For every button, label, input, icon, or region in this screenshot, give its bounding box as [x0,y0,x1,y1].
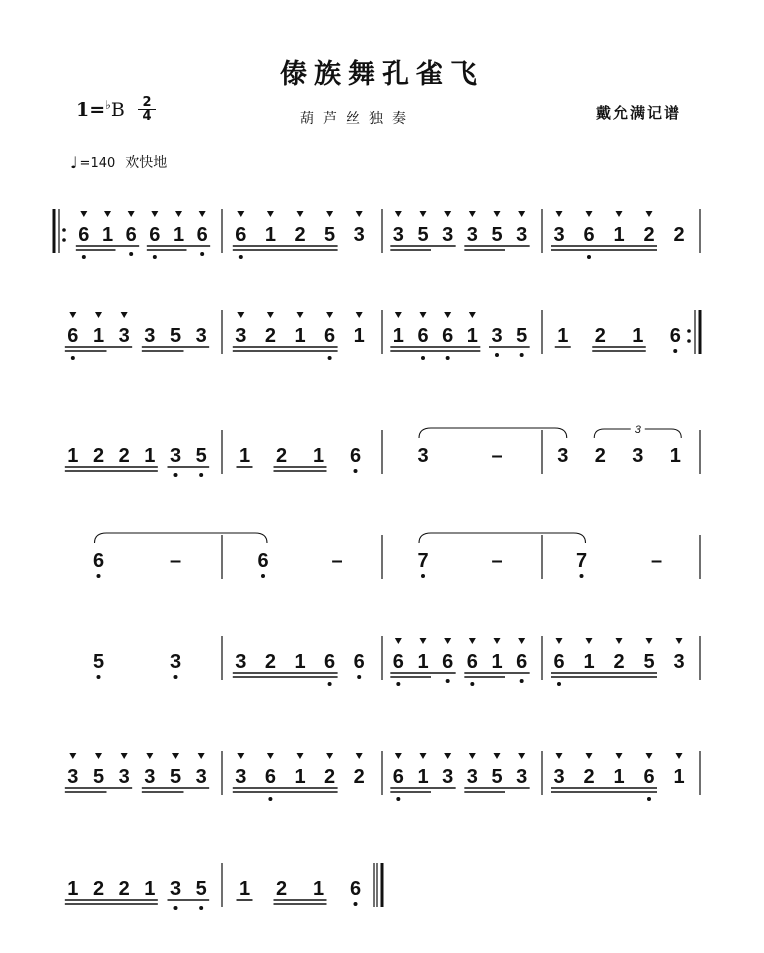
sustain-dash: – [491,550,503,572]
note: 1 [491,651,503,673]
repeat-dot [687,339,691,343]
staccato-mark [198,753,205,759]
sustain-dash: – [491,445,503,467]
note: 3 [491,325,503,347]
note: 1 [101,224,114,246]
staccato-mark [420,638,427,644]
staccato-mark [494,753,501,759]
subtitle: 葫芦丝独奏 [300,111,415,127]
lower-octave-dot [396,797,400,801]
note: 3 [169,445,182,467]
note: 1 [294,325,306,347]
staccato-mark [556,753,563,759]
lower-octave-dot [328,682,332,686]
staccato-mark [676,753,683,759]
lower-octave-dot [357,675,361,679]
note: 6 [553,651,565,673]
lower-octave-dot [495,353,499,357]
note: 3 [442,224,454,246]
note: 1 [144,878,156,900]
staccato-mark [267,753,274,759]
tempo-bpm: =140 [79,156,116,171]
lower-octave-dot [82,255,86,259]
note: 2 [594,445,606,467]
note: 6 [583,224,595,246]
note: 1 [613,224,625,246]
note: 2 [594,325,606,347]
staccato-mark [356,312,363,318]
note: 6 [149,224,161,246]
note: 6 [257,550,269,572]
lower-octave-dot [71,356,75,360]
note: 2 [118,445,130,467]
staccato-mark [356,753,363,759]
note: 3 [195,325,207,347]
sustain-dash: – [331,550,343,572]
note: 3 [392,224,404,246]
score-title: 傣族舞孔雀飞 [280,59,484,90]
staccato-mark [267,312,274,318]
sustain-dash: – [650,550,663,572]
staccato-mark [420,211,427,217]
staccato-mark [469,312,476,318]
note: 6 [516,651,528,673]
note: 3 [516,224,528,246]
lower-octave-dot [354,469,358,473]
note: 5 [169,766,182,788]
note: 3 [169,878,182,900]
lower-octave-dot [354,902,358,906]
lower-octave-dot [97,675,101,679]
repeat-dot [62,238,66,242]
staccato-mark [586,638,593,644]
key-note: B [110,99,125,121]
note: 3 [516,766,528,788]
lower-octave-dot [199,906,203,910]
note: 2 [92,878,105,900]
note: 1 [669,445,681,467]
note: 3 [442,766,454,788]
note: 3 [118,325,130,347]
note: 6 [349,878,362,900]
staccato-mark [518,211,525,217]
note: 6 [442,325,454,347]
staccato-mark [395,753,402,759]
note: 6 [324,325,336,347]
note: 1 [613,766,625,788]
note: 6 [264,766,276,788]
staccato-mark [69,312,76,318]
staccato-mark [556,638,563,644]
note: 3 [118,766,130,788]
lower-octave-dot [199,473,203,477]
note: 5 [491,224,503,246]
note: 5 [516,325,528,347]
note: 2 [264,325,276,347]
note: 3 [353,224,365,246]
staccato-mark [69,753,76,759]
staccato-mark [267,211,274,217]
staccato-mark [146,753,153,759]
note: 2 [294,224,306,246]
note: 1 [392,325,404,347]
note: 6 [196,224,208,246]
staccato-mark [121,753,128,759]
note: 2 [643,224,655,246]
staccato-mark [676,638,683,644]
staccato-mark [469,211,476,217]
note: 3 [417,445,429,467]
staccato-mark [616,638,623,644]
note: 2 [583,766,595,788]
note: 5 [169,325,182,347]
staccato-mark [95,753,102,759]
lower-octave-dot [174,675,178,679]
staccato-mark [469,638,476,644]
note: 1 [264,224,276,246]
staccato-mark [444,753,451,759]
staccato-mark [586,211,593,217]
note: 1 [557,325,569,347]
note: 5 [92,651,105,673]
note: 3 [553,224,565,246]
note: 6 [78,224,90,246]
staccato-mark [395,638,402,644]
note: 6 [353,651,365,673]
note: 6 [349,445,362,467]
staccato-mark [616,211,623,217]
tuplet-bracket [594,429,631,438]
lower-octave-dot [647,797,651,801]
staccato-mark [556,211,563,217]
staccato-mark [326,211,333,217]
note: 1 [353,325,365,347]
lower-octave-dot [421,574,425,578]
lower-octave-dot [268,797,272,801]
tie-slur [419,533,586,543]
note: 1 [238,445,251,467]
lower-octave-dot [470,682,474,686]
note: 1 [312,445,325,467]
staccato-mark [518,638,525,644]
note: 5 [195,878,207,900]
note: 3 [466,766,478,788]
note: 2 [353,766,365,788]
note: 1 [144,445,156,467]
lower-octave-dot [520,353,524,357]
staccato-mark [420,312,427,318]
staccato-mark [175,211,182,217]
note: 3 [466,224,478,246]
note: 6 [324,651,336,673]
note: 1 [312,878,325,900]
lower-octave-dot [328,356,332,360]
note: 5 [324,224,336,246]
note: 7 [575,550,588,572]
expression-marking: 欢快地 [125,155,168,171]
staccato-mark [518,753,525,759]
repeat-dot [62,228,66,232]
note: 2 [324,766,336,788]
transcriber-credit: 戴允满记谱 [596,104,682,122]
note: 1 [238,878,251,900]
note: 3 [144,766,156,788]
note: 6 [235,224,247,246]
staccato-mark [237,753,244,759]
note: 5 [417,224,429,246]
note: 1 [294,651,306,673]
tuplet-bracket [645,429,682,438]
sustain-dash: – [169,550,182,572]
note: 5 [643,651,655,673]
staccato-mark [444,211,451,217]
note: 6 [67,325,79,347]
note: 6 [669,325,681,347]
note: 1 [583,651,595,673]
staccato-mark [646,638,653,644]
note: 2 [673,224,685,246]
note: 3 [144,325,156,347]
note: 1 [67,878,79,900]
quarter-note-icon: ♩ [70,153,78,172]
note: 2 [264,651,276,673]
note: 3 [632,445,644,467]
lower-octave-dot [174,473,178,477]
note: 1 [417,651,429,673]
note: 5 [195,445,207,467]
note: 6 [392,766,404,788]
note: 1 [294,766,306,788]
lower-octave-dot [261,574,265,578]
time-signature-numerator: 2 [138,96,156,110]
note: 6 [92,550,105,572]
staccato-mark [104,211,111,217]
time-signature-denominator: 4 [142,109,152,124]
lower-octave-dot [421,356,425,360]
staccato-mark [128,211,135,217]
staccato-mark [469,753,476,759]
staccato-mark [420,753,427,759]
staccato-mark [616,753,623,759]
key-prefix: 1= [76,99,106,121]
note: 5 [491,766,503,788]
staccato-mark [297,211,304,217]
note: 1 [632,325,644,347]
lower-octave-dot [396,682,400,686]
note: 1 [67,445,79,467]
note: 3 [235,651,247,673]
note: 3 [235,325,247,347]
lower-octave-dot [129,252,133,256]
note: 6 [392,651,404,673]
tie-slur [95,533,268,543]
lower-octave-dot [239,255,243,259]
staccato-mark [80,211,87,217]
staccato-mark [395,211,402,217]
note: 2 [613,651,625,673]
tuplet-number: 3 [634,424,641,436]
repeat-dot [687,329,691,333]
staccato-mark [586,753,593,759]
staccato-mark [121,312,128,318]
staccato-mark [494,638,501,644]
staccato-mark [444,638,451,644]
lower-octave-dot [673,349,677,353]
staccato-mark [237,312,244,318]
tie-slur [419,428,567,438]
staccato-mark [151,211,158,217]
note: 2 [92,445,105,467]
note: 6 [466,651,478,673]
note: 6 [417,325,429,347]
lower-octave-dot [520,679,524,683]
lower-octave-dot [97,574,101,578]
note: 3 [553,766,565,788]
staccato-mark [172,753,179,759]
note: 2 [275,445,288,467]
staccato-mark [326,312,333,318]
staccato-mark [444,312,451,318]
note: 1 [417,766,429,788]
staccato-mark [326,753,333,759]
note: 3 [195,766,207,788]
note: 3 [557,445,569,467]
note: 7 [417,550,429,572]
staccato-mark [646,211,653,217]
note: 3 [673,651,685,673]
lower-octave-dot [153,255,157,259]
note: 1 [466,325,478,347]
lower-octave-dot [587,255,591,259]
lower-octave-dot [174,906,178,910]
staccato-mark [646,753,653,759]
note: 6 [125,224,137,246]
note: 2 [118,878,130,900]
note: 1 [92,325,105,347]
staccato-mark [237,211,244,217]
staccato-mark [199,211,206,217]
note: 1 [673,766,685,788]
staccato-mark [494,211,501,217]
lower-octave-dot [557,682,561,686]
lower-octave-dot [580,574,584,578]
note: 5 [92,766,105,788]
note: 3 [235,766,247,788]
note: 2 [275,878,288,900]
staccato-mark [95,312,102,318]
lower-octave-dot [200,252,204,256]
note: 3 [169,651,182,673]
note: 1 [172,224,185,246]
lower-octave-dot [446,679,450,683]
staccato-mark [297,753,304,759]
staccato-mark [395,312,402,318]
staccato-mark [297,312,304,318]
note: 6 [442,651,454,673]
note: 3 [67,766,79,788]
flat-sign: ♭ [105,98,111,112]
note: 6 [643,766,655,788]
staccato-mark [356,211,363,217]
lower-octave-dot [446,356,450,360]
